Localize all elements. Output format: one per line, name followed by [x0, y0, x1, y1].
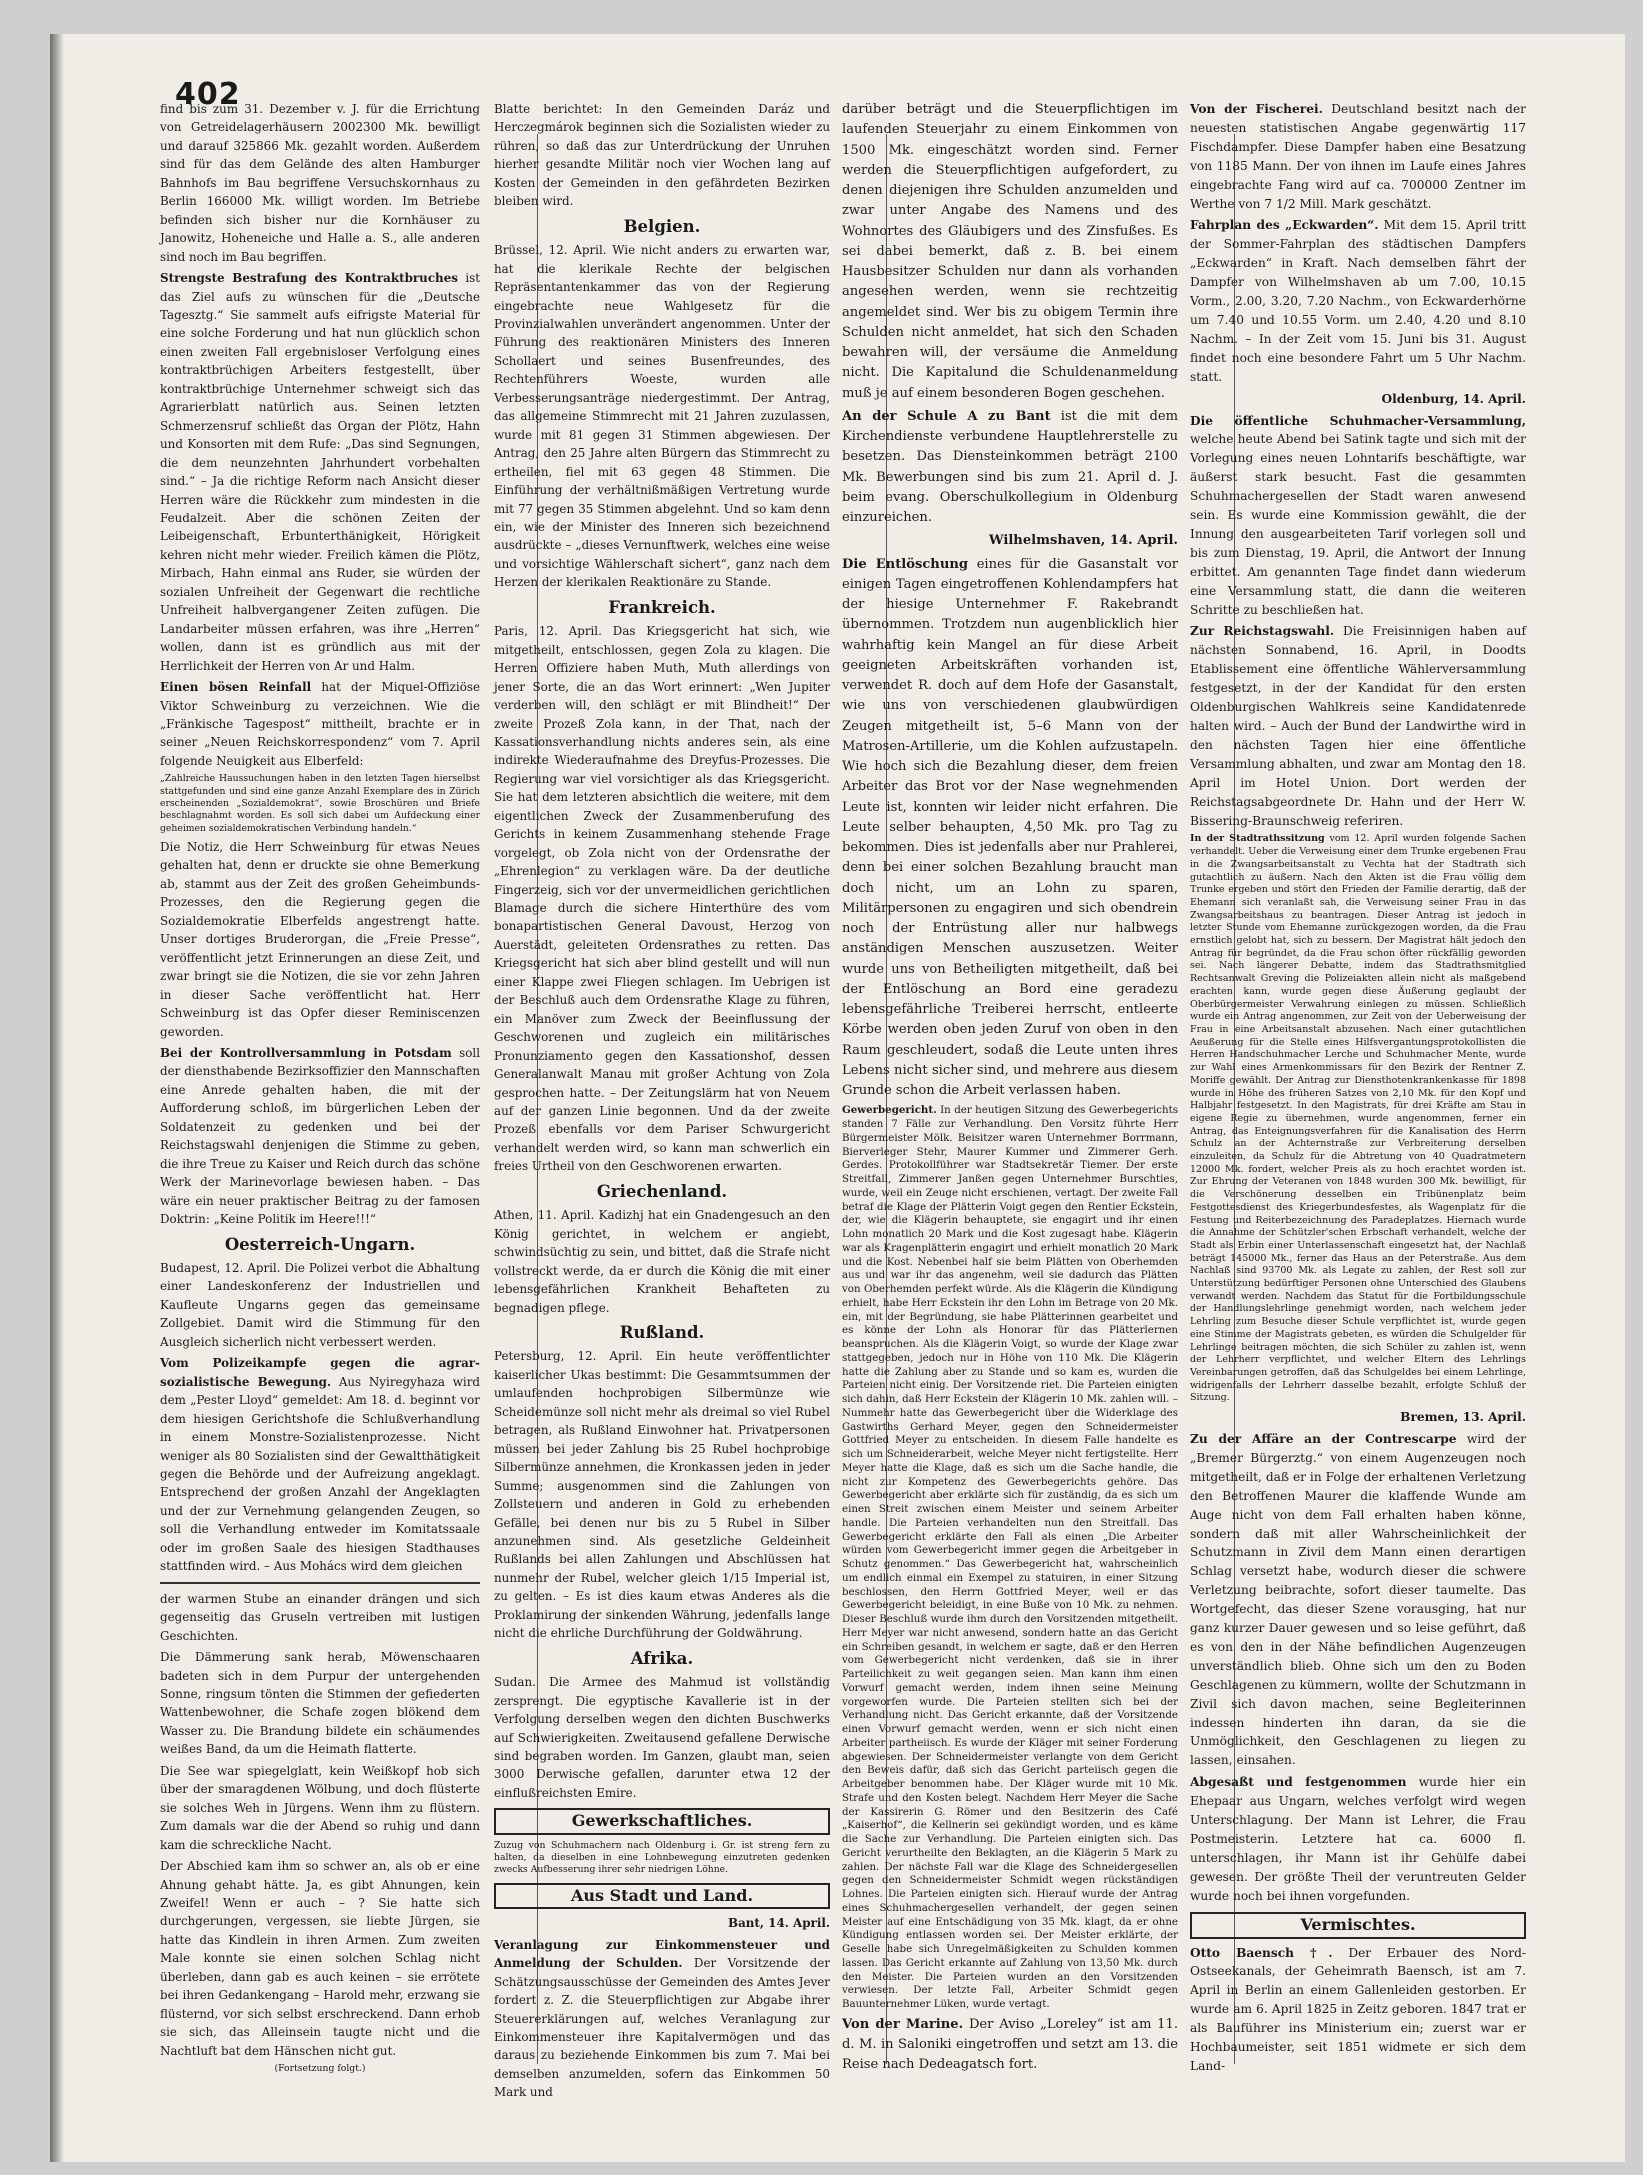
dateline: Wilhelmshaven, 14. April.	[988, 533, 1178, 549]
dateline: Oldenburg, 14. April.	[1381, 391, 1526, 406]
paragraph: Athen, 11. April. Kadizhj hat ein Gnadengesuch an den König gerichtet, in welchem er angiebt, schwindsüchtig zu sein, und bittet, daß die Strafe nicht vollstreckt werde, da er durch die König die mit einer lebensgefährlichen Krankheit Behafteten zu begnadigen pflege.	[494, 1208, 830, 1315]
paragraph: Paris, 12. April. Das Kriegsgericht hat sich, wie mitgetheilt, entschlossen, gegen Zola zu klagen. Die Herren Offiziere haben Muth, Muth allerdings von jener Sorte, die an das Wort erinnert: „Wen Jupiter verderben will, den schlägt er mit Blindheit!“ Der zweite Prozeß Zola kann, in der That, nach der Kassationsverhandlung nichts anderes sein, als eine indirekte Wiederaufnahme des Dreyfus-Prozesses. Die Regierung war viel vorsichtiger als das Kriegsgericht. Sie hat dem letzteren absichtlich die weitere, mit dem eigentlichen Zweck der Zusammenberufung des Gerichts in keinem Zusammenhang stehende Frage vorgelegt, ob Zola nicht von der Ordensrathe der „Ehrenlegion“ zu verklagen wäre. Da der deutliche Fingerzeig, sich vor der unvermeidlichen gerichtlichen Blamage durch die sichere Hinterthüre des vom bonapartistischen General Davoust, Herzog von Auerstädt, geleiteten Ordensrathes zu retten. Das Kriegsgericht hat sich aber blind gestellt und will nun einer Klappe zwei Fliegen schlagen. Im Uebrigen ist der Beschluß auch dem Ordensrathe Klage zu führen, ein Manöver zum Zweck der Beeinflussung der Geschworenen und zugleich ein militärisches Pronunziamento gegen den Kassationshof, dessen Generalanwalt Manau mit großer Achtung von Zola gesprochen hatte. – Der Zeitungslärm hat von Neuem auf der ganzen Linie begonnen. Und da der zweite Prozeß ebenfalls vor dem Pariser Schwurgericht verhandelt werden wird, so kann man schwerlich ein freies Urtheil von den Geschworenen erwarten.	[494, 624, 830, 1174]
article-heading: Von der Fischerei.	[1190, 102, 1323, 116]
column-3	[842, 100, 1178, 2079]
section-heading: Afrika.	[630, 1648, 694, 1668]
paragraph: darüber beträgt und die Steuerpflichtigen im laufenden Steuerjahr zu einem Einkommen von 1500 Mk. eingeschätzt worden sind. Ferner werden die Steuerpflichtigen aufgefordert, zu denen diejenigen ihre Schulden anzumelden und zwar unter Angabe des Namens und des Wohnortes des Gläubigers und des Zinsfußes. Es sei dabei bemerkt, daß z. B. bei einem Hausbesitzer Schulden nur dann als vorhanden angesehen werden, wenn sie rechtzeitig angemeldet sind. Wer bis zu obigem Termin ihre Schulden nicht anmeldet, hat sich den Schaden bewahren will, der versäume die Anmeldung nicht. Die Kapitalund die Schuldenanmeldung muß je auf einem besonderen Bogen geschehen.	[842, 102, 1178, 401]
section-heading: Griechenland.	[596, 1181, 728, 1201]
paragraph: Die Freisinnigen haben auf nächsten Sonnabend, 16. April, in Doodts Etablissement eine öffentliche Wählerversammlung festgesetzt, in der der Kandidat für den ersten Oldenburgischen Wahlkreis seine Kandidatenrede halten wird. – Auch der Bund der Landwirthe wird in den nächsten Tagen hier eine öffentliche Versammlung abhalten, und zwar am Montag den 18. April im Hotel Union. Dort werden der Reichstagsabgeordnete Dr. Hahn und der Herr W. Bissering-Braunschweig referiren.	[1190, 624, 1527, 828]
article-heading: Strengste Bestrafung des Kontraktbruches	[160, 271, 458, 286]
article-heading: An der Schule A zu Bant	[842, 408, 1051, 424]
article-heading: Fahrplan des „Eckwarden“.	[1190, 218, 1379, 233]
boxed-section-heading: Gewerkschaftliches.	[494, 1808, 830, 1834]
article-heading: Vom Polizeikampfe gegen die agrar-sozialistische Bewegung.	[160, 1356, 480, 1389]
article-heading: Bei der Kontrollversammlung in Potsdam	[160, 1046, 452, 1061]
column-4	[1190, 100, 1526, 2079]
paragraph: Deutschland besitzt nach der neuesten statistischen Angabe gegenwärtig 117 Fischdampfer. Diese Dampfer haben eine Besatzung von 1185 Mann. Der von ihnen im Laufe eines Jahres eingebrachte Fang wird auf ca. 700000 Zentner im Werthe von 7 1/2 Mill. Mark geschätzt.	[1190, 102, 1526, 211]
dateline: Bant, 14. April.	[728, 1916, 830, 1931]
paragraph: eines für die Gasanstalt vor einigen Tagen eingetroffenen Kohlendampfers hat der hiesige Unternehmer F. Rakebrandt übernommen. Trotzdem nun augenblicklich hier wahrhaftig kein Mangel an für diese Arbeit geeigneten Arbeitskräften vorhanden ist, verwendet R. doch auf dem Hofe der Gasanstalt, wie uns von verschiedenen glaubwürdigen Zeugen mitgetheilt ist, 5–6 Mann von der Matrosen-Artillerie, um die Kohlen aufzustapeln. Wie hoch sich die Bezahlung dieser, dem freien Arbeiter das Brot vor der Nase wegnehmenden Leute ist, konnten wir leider nicht erfahren. Die Leute selber behaupten, 4,50 Mk. pro Tag zu bekommen. Dies ist jedenfalls aber nur Prahlerei, denn bei einer solchen Bezahlung braucht man doch nicht, um an Lohn zu sparen, Militärpersonen zu engagiren und sich obendrein noch der Entrüstung aller nur halbwegs anständigen Menschen auszusetzen. Weiter wurde uns von Betheiligten mitgetheilt, daß bei der Entlöschung an Bord eine geradezu lebensgefährliche Treiberei herrscht, entleerte Körbe werden oben jeden Zuruf von oben in den Raum geschleudert, sodaß die Leute unten ihres Lebens nicht sicher sind, und mehrere aus diesem Grunde schon die Arbeit verlassen haben.	[842, 556, 1178, 1098]
feuilleton-paragraph: Der Abschied kam ihm so schwer an, als ob er eine Ahnung gehabt hätte. Ja, es gibt Ahnungen, kein Zweifel! Wenn er auch – ? Sie hatte sich durchgerungen, vergessen, sie liebte Jürgen, sie hatte das Kindlein in ihren Armen. Zum zweiten Male konnte sie einen solchen Schlag nicht überleben, dann gab es auch keinen – sie errötete bei ihren Gedankengang – Harold mehr, erzwang sie flüsternd, vor sich selbst erschreckend. Dann erhob sie sich, das Alleinsein taugte nicht und die Nachtluft bat dem Hänschen nicht gut.	[160, 1859, 480, 2058]
article-heading: Die öffentliche Schuhmacher-Versammlung,	[1190, 413, 1526, 428]
article-heading: Gewerbegericht.	[842, 1104, 937, 1117]
paragraph: Aus Nyiregyhaza wird dem „Pester Lloyd“ gemeldet: Am 18. d. beginnt vor dem hiesigen Gerichtshofe die Schlußverhandlung in einem Monstre-Sozialistenprozesse. Nicht weniger als 80 Sozialisten sind der Gewaltthätigkeit gegen die Behörde und der Aufreizung angeklagt. Entsprechend der großen Anzahl der Angeklagten und der zur Vernehmung gelangenden Zeugen, so soll die Verhandlung entweder im Komitatssaale oder im großen Saale des hiesigen Stadthauses stattfinden wird. – Aus Mohács wird dem gleichen	[160, 1374, 480, 1574]
paragraph: find bis zum 31. Dezember v. J. für die Errichtung von Getreidelagerhäusern 2002300 Mk. bewilligt und darauf 325866 Mk. gezahlt worden. Außerdem sind für das dem Gelände des alten Hamburger Bahnhofs im Bau begriffene Versuchskornhaus zu Berlin 166000 Mk. willigt worden. Im Betriebe befinden sich bisher nur die Kornhäuser zu Janowitz, Hoheneiche und Halle a. S., alle anderen sind noch im Bau begriffen.	[160, 102, 480, 264]
paragraph: Brüssel, 12. April. Wie nicht anders zu erwarten war, hat die klerikale Rechte der belgischen Repräsentantenkammer das von der Regierung eingebrachte neue Wahlgesetz für die Provinzialwahlen unverändert angenommen. Unter der Führung des reaktionären Ministers des Inneren Schollaert und seines Busenfreundes, des Rechtenführers Woeste, wurden alle Verbesserungsanträge niedergestimmt. Der Antrag, das allgemeine Stimmrecht mit 21 Jahren zuzulassen, wurde mit 81 gegen 31 Stimmen abgewiesen. Der Antrag, den 25 Jahre alten Bürgern das Stimmrecht zu ertheilen, fiel mit 63 gegen 48 Stimmen. Die Einführung der verhältnißmäßigen Vertretung wurde mit 77 gegen 35 Stimmen abgelehnt. Und so kam denn ein, wie der Minister des Inneren sich bezeichnend ausdrückte – „dieses Vernunftwerk, welches eine weise und vorsichtige Wählerschaft sichert“, ganz nach dem Herzen der klerikalen Reaktionäre zu Stande.	[494, 243, 830, 590]
feuilleton-paragraph: der warmen Stube an einander drängen und sich gegenseitig das Gruseln vertreiben mit lustigen Geschichten.	[160, 1591, 480, 1643]
paragraph: Die Notiz, die Herr Schweinburg für etwas Neues gehalten hat, denn er druckte sie ohne Bemerkung ab, stammt aus der Zeit des großen Geheimbunds-Prozesses, den die Regierung gegen die Sozialdemokratie Elberfelds angestrengt hatte. Unser dortiges Bruderorgan, die „Freie Presse“, veröffentlicht jetzt Erinnerungen an diese Zeit, und zwar bringt sie die Notizen, die sie vor zehn Jahren in dieser Sache veröffentlicht hat. Herr Schweinburg ist das Opfer dieser Reminiscenzen geworden.	[160, 840, 480, 1039]
paragraph: vom 12. April wurden folgende Sachen verhandelt. Ueber die Verweisung einer dem Trunke ergebenen Frau in die Zwangsarbeitsanstalt zu Vechta hat der Stadtrath sich gutachtlich zu äußern. Nach den Akten ist die Frau völlig dem Trunke ergeben und stört den Frieden der Familie derartig, daß der Ehemann sich veranlaßt sah, die Verweisung seiner Frau in das Zwangsarbeitshaus zu beantragen. Dieser Antrag ist jedoch in letzter Stunde vom Ehemanne zurückgezogen worden, da die Frau ernstlich gelobt hat, sich zu bessern. Der Magistrat hält jedoch den Antrag für begründet, da die Frau schon öfter rückfällig geworden sei. Nach längerer Debatte, indem das Stadtrathsmitglied Rechtsanwalt Greving die Polizeiakten allein nicht als maßgebend erachten kann, wurde gegen diese Äußerung geglaubt der Oberbürgermeister Verwahrung einlegen zu müssen. Schließlich wurde ein Antrag angenommen, zur Zeit von der Ueberweisung der Frau in eine Arbeitsanstalt abzusehen. Nach einer gutachtlichen Aeußerung für die Stelle eines Hilfsvergantungsprotokollisten die Herren Handschuhmacher Lerche und Schuhmacher Mente, wurde zur Wahl eines Armenkommissars für den Bezirk der Rentner Z. Moriffe gewählt. Der Antrag zur Diensthotenkrankenkasse für 1898 wurde in Höhe des früheren Satzes von 2,10 Mk. für den Kopf und Halbjahr festgesetzt. In den Magistrats, für drei Kräfte am Stau in eigene Regie zu übernehmen, wurde angenommen, ferner ein Antrag, das Enteignungsverfahren für die Kanalisation des Herrn Schulz an der Achternstraße zur Verbreiterung derselben einzuleiten, da Schulz für die Abtretung von 40 Quadratmetern 12000 Mk. fordert, welcher Preis als zu hoch erachtet worden ist. Zur Ehrung der Veteranen von 1848 wurden 300 Mk. bewilligt, für die Verschönerung desselben ein Tribünenplatz beim Festgottesdienst des Kriegerbundesfestes, als Wagenplatz für die Festung und Reiterbezeichnung des Paradeplatzes. Hiernach wurde die Annahme der Schützler'schen Erbschaft verhandelt, welche der Stadt als Erbin einer Unterlassenschaft eingesetzt hat, der Nachlaß beträgt 145000 Mk., ferner das Haus an der Peterstraße. Aus dem Nachlaß sind 93700 Mk. als Legate zu zahlen, der Rest soll zur Unterstützung bedürftiger Personen ohne Unterschied des Glaubens verwandt werden. Nachdem das Statut für die Fortbildungsschule der Handlungslehrlinge genehmigt worden, nach welchem jeder Lehrling zum Besuche dieser Schule verpflichtet ist, wurde gegen eine Stimme der Magistrats gebeten, es würden die Schulgelder für Lehrlinge beitragen möchten, die sich Schüler zu zahlen ist, wenn der Lehrherr verpflichtet, und welcher Eltern des Lehrlings Vereinbarungen getroffen, daß das Schulgeldes bei einem Lehrlinge, widrigenfalls der Lehrherr dasselbe bezahlt, erfolgte Schluß der Sitzung.	[1190, 833, 1526, 1404]
paragraph: Sudan. Die Armee des Mahmud ist vollständig zersprengt. Die egyptische Kavallerie ist in der Verfolgung derselben wegen den dichten Buschwerks auf Schwierigkeiten. Zweitausend gefallene Derwische sind begraben worden. Im Ganzen, glaubt man, seien 3000 Derwische gefallen, darunter etwa 12 der einflußreichsten Emire.	[494, 1675, 830, 1800]
paragraph: ist das Ziel aufs zu wünschen für die „Deutsche Tagesztg.“ Sie sammelt aufs eifrigste Material für eine solche Forderung und hat nun glücklich schon einen zweiten Fall ergebnisloser Verfolgung eines kontraktbrüchigen Arbeiters festgestellt, über kontraktbrüchige Unternehmer schweigt sich das Agrarierblatt natürlich aus. Seinen letzten Schmerzensruf schließt das Organ der Plötz, Hahn und Konsorten mit dem Rufe: „Das sind Segnungen, die dem neunzehnten Jahrhundert vorbehalten sind.“ – Ja die richtige Reform nach Ansicht dieser Herren wäre die Rückkehr zum mindesten in die Feudalzeit. Aber die schönen Zeiten der Leibeigenschaft, Erbunterthänigkeit, Hörigkeit kehren nicht mehr wieder. Freilich kämen die Plötz, Mirbach, Hahn einmal ans Ruder, sie würden der sozialen Unfreiheit der Gegenwart die rechtliche Unfreiheit halbvergangener Zeiten zufügen. Die Landarbeiter müssen erfahren, was ihre „Herren“ wollen, dann ist es gründlich aus mit der Herrlichkeit der Herren von Ar und Halm.	[160, 271, 480, 673]
paragraph: In der heutigen Sitzung des Gewerbegerichts standen 7 Fälle zur Verhandlung. Den Vorsitz führte Herr Bürgermeister Mölk. Beisitzer waren Unternehmer Borrmann, Bierverleger Stehr, Maurer Kummer und Zimmerer Gerh. Gerdes. Protokollführer war Stadtsekretär Tiemer. Der erste Streitfall, Zimmerer Janßen gegen Unternehmer Burschties, wurde, weil ein Zeuge nicht erschienen, vertagt. Der zweite Fall betraf die Klage der Plätterin Voigt gegen den Rentier Eckstein, der, wie die Klägerin behauptete, sie engagirt und ihr einen Lohn monatlich 20 Mark und die Kost zugesagt habe. Klägerin war als Kragenplätterin engagirt und erhielt monatlich 20 Mark und die Kost. Nebenbei half sie beim Plätten von Oberhemden aus und war ihr das angenehm, weil sie dadurch das Plätten von Oberhemden perfekt würde. Als die Klägerin die Kündigung erhielt, habe Herr Eckstein ihr den Lohn im Betrage von 20 Mk. ein, mit der Begründung, sie habe Plätterinnen gearbeitet und es könne der Lohn als Honorar für das Plätterlernen beanspruchen. Als die Klägerin Voigt, so wurde der Klage zwar stattgegeben, jedoch nur in Höhe von 110 Mk. Die Klägerin hatte die Zahlung aber zu Stande und so kam es, wurden die Parteien nicht einig. Der Vorsitzende riet. Die Parteien einigten sich dahin, daß Herr Eckstein der Klägerin 10 Mk. zahlen will. – Nummehr hatte das Gewerbegericht über die Widerklage des Gastwirths Gerhard Meyer, gegen den Schneidermeister Gottfried Meyer zu entscheiden. In diesem Falle handelte es sich um Schneiderarbeit, welche Meyer nicht fertigstellte. Herr Meyer hatte die Klage, daß es sich um die Sache handle, die nicht zur Kompetenz des Gewerbegerichts gehöre. Das Gewerbegericht aber erklärte sich für zuständig, da es sich um einen Streit zwischen einem Meister und seinem Arbeiter handle. Die Parteien verhandelten nun den Streitfall. Das Gewerbegericht erklärte den Fall als einen „Die Arbeiter würden vom Gewerbegericht immer gegen die Arbeitgeber in Schutz genommen.“ Das Gewerbegericht hat, wahrscheinlich um endlich einmal ein Exempel zu statuiren, in einer Sitzung beschlossen, den Herrn Gottfried Meyer, weil er das Gewerbegericht beleidigt, in eine Buße von 10 Mk. zu nehmen. Dieser Beschluß wurde ihm durch den Vorsitzenden mitgetheilt. Herr Meyer war nicht anwesend, sondern hatte an das Gericht ein Schreiben gesandt, in welchem er sagte, daß er den Herren vom Gewerbegericht nicht verdenken, daß sie in ihrer Parteilichkeit zu weit gegangen seien. Man kann ihm einen Vorwurf gemacht werden, indem ihnen seine Meinung vorgeworfen wurde. Die Parteien stellten sich bei der Verhandlung nicht. Das Gericht erkannte, daß der Vorsitzende einen Vorwurf gemacht werden, wenn er sich nicht einen Arbeiter partheiisch. Es wurde der Kläger mit seiner Forderung abgewiesen. Der Schneidermeister verlangte von dem Gericht den Beweis dafür, daß sich das Gericht parteiisch gegen die Arbeitgeber benommen habe. Der Kläger wurde mit 10 Mk. Strafe und den Kosten belegt. Nachdem Herr Meyer die Sache der Kassirerin G. Römer und den Besitzerin des Café „Kaiserhof“, die Kellnerin sei gekündigt worden, und es käme die Sache zur Verhandlung. Die Parteien einigten sich. Das Gericht verurtheilte den Beklagten, an die Klägerin 5 Mark zu zahlen. Der nächste Fall war die Klage des Schneidergesellen gegen den Schneidermeister Schmidt wegen rückständigen Lohnes. Die Parteien einigten sich. Hierauf wurde der Antrag eines Schuhmachergesellen verhandelt, der gegen seinen Meister auf eine Entschädigung von 35 Mk. klagt, da er ohne Kündigung entlassen worden sei. Der Meister erklärte, der Geselle habe sich Unregelmäßigkeiten zu Schulden kommen lassen. Das Gericht erkannte auf Zahlung von 13,50 Mk. durch den Meister. Die Parteien wurden an den Vorsitzenden verwiesen. Der letzte Fall, Arbeiter Schmidt gegen Bauunternehmer Lüken, wurde vertagt.	[842, 1104, 1178, 2010]
section-heading: Frankreich.	[608, 597, 716, 617]
paragraph: soll der diensthabende Bezirksoffizier den Mannschaften eine Anrede gehalten haben, die mit der Aufforderung schloß, im bürgerlichen Leben der Soldatenzeit zu gedenken und bei der Reichstagswahl denjenigen die Stimme zu geben, die ihre Treue zu Kaiser und Reich durch das schöne Werk der Marinevorlage bewiesen haben. – Das wäre ein neuer praktischer Beitrag zu der famosen Doktrin: „Keine Politik im Heere!!!“	[160, 1046, 480, 1227]
boxed-section-heading: Aus Stadt und Land.	[494, 1883, 830, 1909]
article-heading: Einen bösen Reinfall	[160, 680, 312, 695]
paragraph: Der Aviso „Loreley“ ist am 11. d. M. in Saloniki eingetroffen und setzt am 13. die Reise nach Dedeagatsch fort.	[842, 2016, 1178, 2073]
paragraph: Blatte berichtet: In den Gemeinden Daráz und Herczegmárok beginnen sich die Sozialisten wieder zu rühren, so daß das zur Unterdrückung der Unruhen hierher gesandte Militär noch vier Wochen lang auf Kosten der Gemeinden in den gefährdeten Bezirken bleiben wird.	[494, 102, 830, 209]
dateline: Bremen, 13. April.	[1400, 1410, 1526, 1425]
article-heading: In der Stadtrathssitzung	[1190, 833, 1325, 845]
paragraph: Budapest, 12. April. Die Polizei verbot die Abhaltung einer Landeskonferenz der Industriellen und Kaufleute Ungarns gegen das gemeinsame Zollgebiet. Damit wird die Stimmung für den Ausgleich sicherlich nicht verbessert werden.	[160, 1261, 480, 1349]
section-heading: Rußland.	[619, 1323, 705, 1342]
section-heading: Belgien.	[623, 216, 701, 236]
paragraph: Petersburg, 12. April. Ein heute veröffentlichter kaiserlicher Ukas bestimmt: Die Gesammtsummen der umlaufenden hochprobigen Silbermünze wie Scheidemünze soll nicht mehr als dreimal so viel Rubel betragen, als Rußland Einwohner hat. Privatpersonen müssen bei jeder Zahlung bis 25 Rubel hochprobige Silbermünze annehmen, die Kronkassen jeden in jeder Summe; ausgenommen sind die Zahlungen von Zollsteuern und anderen in Gold zu erhebenden Gefälle, bei denen nur bis zu 5 Rubel in Silber anzunehmen sind. Als gesetzliche Geldeinheit Rußlands bei allen Zahlungen und Abschlüssen hat nunmehr der Rubel, welcher gleich 1/15 Imperial ist, zu gelten. – Es ist dies kaum etwas Anderes als die Proklamirung der sinkenden Währung, jedenfalls lange nicht die ehrliche Durchführung der Goldwährung.	[494, 1349, 830, 1641]
feuilleton-paragraph: Die Dämmerung sank herab, Möwenschaaren badeten sich in dem Purpur der untergehenden Sonne, ringsum tönten die Stimmen der gefiederten Wattenbewohner, die Schafe zogen blökend dem Wasser zu. Die Brandung bildete ein schäumendes weißes Band, da um die Heimath flatterte.	[160, 1650, 480, 1757]
paragraph: Der Vorsitzende der Schätzungsausschüsse der Gemeinden des Amtes Jever fordert z. Z. die Steuerpflichtigen zur Abgabe ihrer Steuererklärungen auf, welches Veranlagung zur Einkommensteuer ihre Kapitalvermögen und das daraus zu beziehende Einkommen bis zum 7. Mai bei demselben anzumelden, sofern das Einkommen 50 Mark und	[494, 1956, 830, 2100]
article-heading: Abgesaßt und festgenommen	[1190, 1775, 1407, 1790]
page-edge-shadow	[50, 34, 64, 2162]
column-1	[160, 100, 480, 2078]
paragraph: ist die mit dem Kirchendienste verbundene Hauptlehrerstelle zu besetzen. Das Diensteinkommen beträgt 2100 Mk. Bewerbungen sind bis zum 21. April d. J. beim evang. Oberschulkollegium in Oldenburg einzureichen.	[842, 408, 1178, 525]
page-number: 402	[175, 77, 241, 112]
paragraph: hat der Miquel-Offiziöse Viktor Schweinburg zu verzeichnen. Wie die „Fränkische Tagespost“ mittheilt, brachte er in seiner „Neuen Reichskorrespondenz“ vom 7. April folgende Neuigkeit aus Elberfeld:	[160, 680, 481, 768]
paragraph: Mit dem 15. April tritt der Sommer-Fahrplan des städtischen Dampfers „Eckwarden“ in Kraft. Nach demselben fährt der Dampfer von Wilhelmshaven ab um 7.00, 10.15 Vorm., 2.00, 3.20, 7.20 Nachm., von Eckwarderhörne um 7.40 und 10.55 Vorm. um 2.40, 4.20 und 8.10 Nachm. – In der Zeit vom 15. Juni bis 31. August findet noch eine besondere Fahrt um 5 Uhr Nachm. statt.	[1190, 218, 1527, 384]
article-heading: Zur Reichstagswahl.	[1190, 624, 1335, 639]
paragraph: wurde hier ein Ehepaar aus Ungarn, welches verfolgt wird wegen Unterschlagung. Der Mann ist Lehrer, die Frau Postmeisterin. Letztere hat ca. 6000 fl. unterschlagen, ihr Mann ist ihr Gehülfe dabei gewesen. Der größte Theil der veruntreuten Gelder wurde noch bei ihnen vorgefunden.	[1190, 1775, 1526, 1903]
article-heading: Die Entlöschung	[842, 556, 969, 572]
article-heading: Zu der Affäre an der Contrescarpe	[1190, 1431, 1457, 1446]
paragraph: wird der „Bremer Bürgerztg.“ von einem Augenzeugen noch mitgetheilt, daß er in Folge der erhaltenen Verletzung den Betroffenen Maurer die klaffende Wunde am Auge nicht von dem Fall erhalten haben könne, sondern daß mit aller Wahrscheinlichkeit der Schutzmann in Zivil dem Mann einen derartigen Schlag versetzt habe, wodurch dieser die schwere Verletzung beibrachte, sofort dieser taumelte. Das Wortgefecht, das dieser Szene vorausging, hat nur ganz kurzer Dauer gewesen und so leise geführt, daß es von den in der Nähe befindlichen Augenzeugen unverständlich blieb. Ohne sich um den zu Boden Geschlagenen zu kümmern, wollte der Schutzmann in Zivil sich davon machen, seine Begleiterinnen indessen hinderten ihn daran, da sie die Unmöglichkeit, den Geschlagenen zu liegen zu lassen, einsahen.	[1190, 1431, 1527, 1768]
section-heading: Oesterreich-Ungarn.	[224, 1234, 416, 1254]
boxed-section-heading: Vermischtes.	[1190, 1912, 1526, 1939]
article-heading: Von der Marine.	[842, 2016, 964, 2032]
notice: Zuzug von Schuhmachern nach Oldenburg i. Gr. ist streng fern zu halten, da dieselben in eine Lohnbewegung einzutreten gedenken zwecks Aufbesserung ihrer sehr niedrigen Löhne.	[494, 1839, 830, 1876]
divider	[160, 1582, 480, 1584]
feuilleton-paragraph: Die See war spiegelglatt, kein Weißkopf hob sich über der smaragdenen Wölbung, und doch flüsterte sie solches Weh in Jürgens. Wenn ihm zu flüstern. Zum damals war die der Abend so ruhig und dann kam die schreckliche Nacht.	[160, 1763, 480, 1852]
paragraph: Der Erbauer des Nord-Ostseekanals, der Geheimrath Baensch, ist am 7. April in Berlin an einem Gallenleiden gestorben. Er wurde am 6. April 1825 in Zeitz geboren. 1847 trat er als Bauführer ins Ministerium ein; zuerst war er Hochbaumeister, seit 1851 widmete er sich dem Land-	[1190, 1945, 1526, 2073]
article-heading: Otto Baensch †.	[1190, 1945, 1333, 1960]
continuation-note: (Fortsetzung folgt.)	[274, 2063, 366, 2075]
column-2	[494, 100, 830, 2105]
article-heading: Veranlagung zur Einkommensteuer und Anmeldung der Schulden.	[494, 1937, 830, 1971]
quote: „Zahlreiche Haussuchungen haben in den letzten Tagen hierselbst stattgefunden und sind eine ganze Anzahl Exemplare des in Zürich erscheinenden „Sozialdemokrat“, sowie Broschüren und Briefe beschlagnahmt worden. Es soll sich dabei um Aufdeckung einer geheimen sozialdemokratischen Verbindung handeln.“	[160, 773, 480, 834]
paragraph: welche heute Abend bei Satink tagte und sich mit der Vorlegung eines neuen Lohntarifs beschäftigte, war äußerst stark besucht. Fast die gesammten Schuhmachergesellen der Stadt waren anwesend sein. Es wurde eine Kommission gewählt, die der Innung den ausgearbeiteten Tarif vorlegen soll und bis zum Dienstag, 19. April, die Antwort der Innung erbittet. Am genannten Tage findet dann wiederum eine Versammlung statt, die dann die weiteren Schritte zu beschließen hat.	[1190, 432, 1526, 617]
